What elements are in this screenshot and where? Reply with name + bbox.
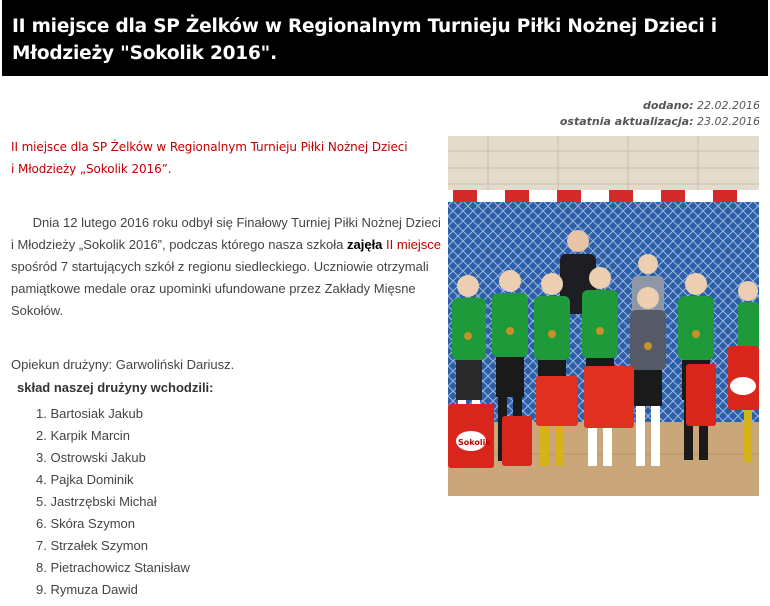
body-part-2: spośród 7 startujących szkół z regionu siedleckiego. Uczniowie otrzymali pamiątkowe medale oraz upominki ufundowane przez Zakłady Mięsne Sokołów.	[11, 259, 429, 318]
list-item: 1. Bartosiak Jakub	[36, 406, 143, 421]
updated-date: 23.02.2016	[697, 115, 760, 128]
article-meta	[560, 98, 760, 130]
list-item: 9. Rymuza Dawid	[36, 582, 138, 597]
goal-crossbar	[448, 190, 759, 202]
article-intro	[11, 136, 431, 180]
updated-date-row	[560, 114, 760, 130]
list-item: 8. Pietrachowicz Stanisław	[36, 560, 190, 575]
list-item: 2. Karpik Marcin	[36, 428, 130, 443]
body-part-1: Dnia 12 lutego 2016 roku odbył się Finałowy Turniej Piłki Nożnej Dzieci i Młodzieży „Sokolik 2016”, podczas którego nasza szkoła	[11, 215, 441, 252]
coach-line: Opiekun drużyny: Garwoliński Dariusz.	[11, 357, 235, 372]
body-highlight: II miejsce	[386, 237, 441, 252]
squad-title: skład naszej drużyny wchodzili:	[17, 380, 214, 395]
team-photo	[448, 136, 759, 496]
intro-line-1: II miejsce dla SP Żelków w Regionalnym Turnieju Piłki Nożnej Dzieci	[11, 140, 408, 154]
article-body	[11, 212, 443, 322]
added-label: dodano:	[643, 99, 694, 112]
article-title-text: II miejsce dla SP Żelków w Regionalnym Turnieju Piłki Nożnej Dzieci i Młodzieży "Sokolik 2016".	[12, 16, 717, 64]
article-title	[2, 0, 768, 76]
body-strong: zajęła	[347, 237, 383, 252]
team-photo-illustration	[448, 136, 759, 496]
list-item: 5. Jastrzębski Michał	[36, 494, 157, 509]
bag-logo-text: Sokolik	[458, 438, 491, 447]
added-date: 22.02.2016	[697, 99, 760, 112]
list-item: 6. Skóra Szymon	[36, 516, 135, 531]
added-date-row	[560, 98, 760, 114]
list-item: 7. Strzałek Szymon	[36, 538, 148, 553]
list-item: 4. Pajka Dominik	[36, 472, 134, 487]
list-item: 3. Ostrowski Jakub	[36, 450, 146, 465]
intro-line-2: i Młodzieży „Sokolik 2016”.	[11, 162, 172, 176]
squad-list	[36, 403, 190, 601]
updated-label: ostatnia aktualizacja:	[559, 115, 694, 128]
